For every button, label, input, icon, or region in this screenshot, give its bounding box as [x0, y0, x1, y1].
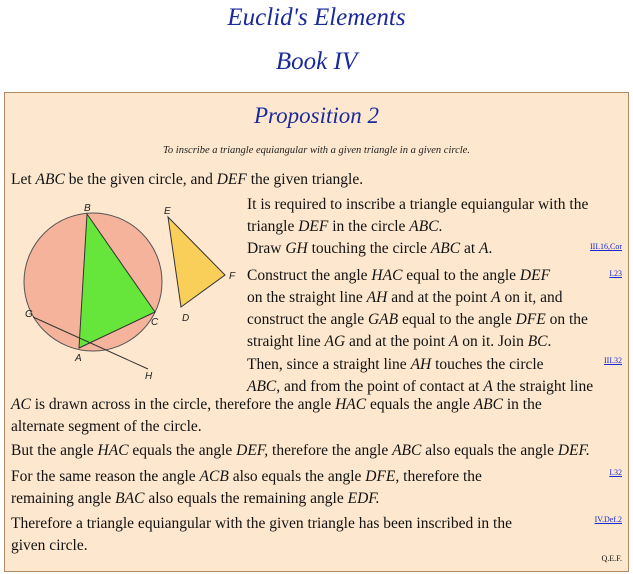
proposition-title: Proposition 2: [253, 103, 380, 128]
qef-mark: Q.E.F.: [601, 554, 622, 563]
para-let: Let ABC be the given circle, and DEF the given triangle.: [11, 171, 364, 188]
label-f: F: [229, 271, 236, 282]
geometry-diagram: [5, 201, 245, 391]
para-therefore: Therefore a triangle equiangular with the given triangle has been inscribed in the given circle.: [11, 515, 512, 554]
label-h: H: [145, 371, 153, 382]
para-then: Then, since a straight line AH touches the circle ABC, and from the point of contact at A the straight line: [247, 356, 594, 395]
para-then-cont: AC is drawn across in the circle, therefore the angle HAC equals the angle ABC in the alternate segment of the circle.: [11, 396, 542, 435]
proposition-panel: [4, 92, 629, 572]
para-construct: Construct the angle HAC equal to the angle DEF on the straight line AH and at the point A on it, and construct the angle GAB equal to the angle DFE on the straight line AG and at the point A on it. Join BC.: [247, 267, 588, 350]
ref-iv-def-2[interactable]: IV.Def.2: [594, 515, 622, 524]
label-c: C: [151, 317, 159, 328]
enunciation: To inscribe a triangle equiangular with a given triangle in a given circle.: [163, 145, 470, 156]
ref-iii-16-cor[interactable]: III.16,Cor: [590, 242, 622, 251]
ref-i-23[interactable]: I.23: [609, 269, 622, 278]
para-required: It is required to inscribe a triangle equiangular with the triangle DEF in the circle ABC.: [247, 196, 589, 235]
para-draw: Draw GH touching the circle ABC at A.: [247, 240, 493, 257]
label-d: D: [182, 313, 190, 324]
triangle-def: [168, 217, 225, 307]
para-but: But the angle HAC equals the angle DEF, therefore the angle ABC also equals the angle DEF.: [11, 442, 590, 459]
label-e: E: [164, 206, 171, 217]
label-a: A: [75, 353, 82, 364]
book-title: Book IV: [275, 48, 358, 75]
ref-iii-32[interactable]: III.32: [604, 356, 622, 365]
ref-i-32[interactable]: I.32: [609, 468, 622, 477]
label-g: G: [25, 309, 33, 320]
para-same-reason: For the same reason the angle ACB also equals the angle DFE, therefore the remaining angle BAC also equals the remaining angle EDF.: [11, 468, 482, 507]
page-title: Euclid's Elements: [227, 4, 406, 31]
label-b: B: [84, 203, 91, 214]
